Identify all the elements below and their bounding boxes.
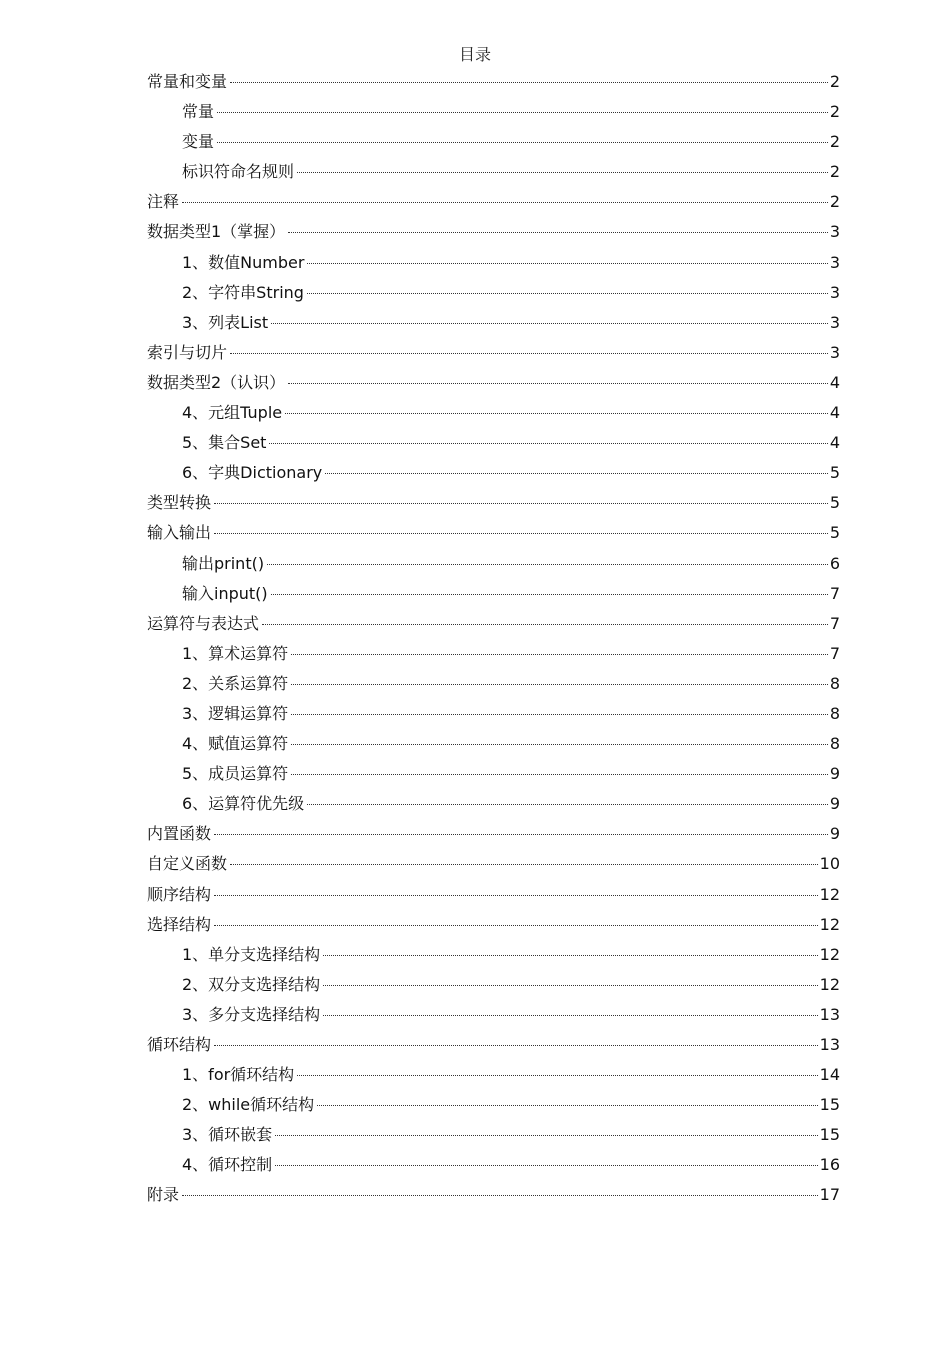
toc-subentry[interactable] (147, 458, 840, 488)
toc-page-number: 5 (829, 523, 840, 543)
toc-subentry[interactable] (147, 789, 840, 819)
toc-page-number: 3 (829, 252, 840, 272)
toc-entry-label: 顺序结构 (147, 884, 212, 904)
toc-entry[interactable] (147, 1180, 840, 1210)
dot-leader (182, 202, 828, 203)
toc-entry[interactable] (147, 518, 840, 548)
toc-subentry[interactable] (147, 428, 840, 458)
dot-leader (214, 533, 828, 534)
dot-leader (323, 955, 817, 956)
toc-entry-label: 5、成员运算符 (182, 764, 289, 784)
toc-subentry[interactable] (147, 759, 840, 789)
toc-entry-label: 4、元组Tuple (182, 403, 283, 423)
toc-subentry[interactable] (147, 729, 840, 759)
toc-page-number: 14 (819, 1065, 840, 1085)
dot-leader (288, 383, 828, 384)
toc-entry-label: 2、字符串String (182, 282, 304, 302)
dot-leader (214, 503, 828, 504)
toc-page-number: 3 (829, 282, 840, 302)
toc-subentry[interactable] (147, 699, 840, 729)
dot-leader (182, 1195, 818, 1196)
dot-leader (307, 804, 828, 805)
toc-entry-label: 标识符命名规则 (182, 162, 295, 182)
toc-entry-label: 2、while循环结构 (182, 1095, 315, 1115)
toc-page-number: 17 (819, 1185, 840, 1205)
toc-page-number: 8 (829, 703, 840, 723)
toc-page-number: 3 (829, 222, 840, 242)
dot-leader (307, 263, 827, 264)
toc-subentry[interactable] (147, 1000, 840, 1030)
toc-entry-label: 常量和变量 (147, 72, 228, 91)
toc-entry-label: 输入输出 (147, 523, 212, 543)
toc-entry[interactable] (147, 910, 840, 940)
toc-entry-label: 索引与切片 (147, 342, 228, 362)
toc-entry-label: 数据类型1（掌握） (147, 222, 286, 242)
toc-page-number: 6 (829, 553, 840, 573)
toc-entry-label: 1、单分支选择结构 (182, 944, 321, 964)
toc-entry-label: 2、双分支选择结构 (182, 974, 321, 994)
toc-entry[interactable] (147, 1030, 840, 1060)
toc-subentry[interactable] (147, 1090, 840, 1120)
toc-entry-label: 变量 (182, 132, 215, 152)
dot-leader (291, 774, 828, 775)
toc-entry[interactable] (147, 849, 840, 879)
toc-entry-label: 4、赋值运算符 (182, 734, 289, 754)
dot-leader (214, 834, 828, 835)
toc-subentry[interactable] (147, 579, 840, 609)
toc-entry-label: 类型转换 (147, 493, 212, 513)
toc-entry-label: 4、循环控制 (182, 1155, 273, 1175)
dot-leader (230, 353, 828, 354)
toc-entry-label: 自定义函数 (147, 854, 228, 874)
toc-entry-label: 3、多分支选择结构 (182, 1004, 321, 1024)
toc-subentry[interactable] (147, 127, 840, 157)
toc-entry[interactable] (147, 338, 840, 368)
toc-subentry[interactable] (147, 1120, 840, 1150)
toc-page-number: 9 (829, 824, 840, 844)
toc-page-number: 3 (829, 312, 840, 332)
toc-page-number: 15 (819, 1125, 840, 1145)
toc-page-number: 4 (829, 433, 840, 453)
toc-page-number: 2 (829, 162, 840, 182)
dot-leader (307, 293, 828, 294)
toc-entry[interactable] (147, 187, 840, 217)
dot-leader (291, 744, 828, 745)
toc-subentry[interactable] (147, 248, 840, 278)
toc-entry-label: 3、列表List (182, 312, 269, 332)
dot-leader (288, 232, 828, 233)
dot-leader (291, 684, 828, 685)
toc-page-number: 4 (829, 403, 840, 423)
toc-entry[interactable] (147, 609, 840, 639)
dot-leader (267, 564, 828, 565)
toc-entry[interactable] (147, 217, 840, 247)
toc-entry[interactable] (147, 368, 840, 398)
dot-leader (271, 323, 828, 324)
toc-entry-label: 6、运算符优先级 (182, 794, 305, 814)
dot-leader (271, 594, 828, 595)
toc-subentry[interactable] (147, 157, 840, 187)
toc-page-number: 2 (829, 132, 840, 152)
toc-entry-label: 数据类型2（认识） (147, 372, 286, 392)
toc-entry[interactable] (147, 880, 840, 910)
dot-leader (297, 172, 828, 173)
toc-subentry[interactable] (147, 669, 840, 699)
toc-page-number: 12 (819, 914, 840, 934)
toc-entry-label: 3、逻辑运算符 (182, 703, 289, 723)
dot-leader (285, 413, 828, 414)
dot-leader (214, 925, 818, 926)
dot-leader (297, 1075, 817, 1076)
toc-page-number: 5 (829, 493, 840, 513)
dot-leader (262, 624, 828, 625)
toc-entry-label: 内置函数 (147, 824, 212, 844)
toc-entry-label: 5、集合Set (182, 433, 267, 453)
toc-title: 目录 (458, 45, 491, 64)
toc-entry-label: 注释 (147, 192, 180, 212)
toc-entry[interactable] (147, 67, 840, 97)
toc-page-number: 3 (829, 342, 840, 362)
toc-page-number: 7 (829, 613, 840, 633)
toc-entry-label: 附录 (147, 1185, 180, 1205)
toc-page-number: 9 (829, 794, 840, 814)
toc-subentry[interactable] (147, 970, 840, 1000)
toc-subentry[interactable] (147, 97, 840, 127)
toc-entry-label: 1、算术运算符 (182, 643, 289, 663)
dot-leader (325, 473, 828, 474)
toc-entry-label: 循环结构 (147, 1035, 212, 1054)
toc-page-number: 12 (819, 944, 840, 964)
toc-entry-label: 2、关系运算符 (182, 673, 289, 693)
toc-page-number: 5 (829, 463, 840, 483)
toc-entry-label: 3、循环嵌套 (182, 1125, 273, 1145)
dot-leader (317, 1105, 817, 1106)
dot-leader (291, 654, 828, 655)
dot-leader (275, 1135, 817, 1136)
toc-subentry[interactable] (147, 549, 840, 579)
toc-entry[interactable] (147, 819, 840, 849)
toc-subentry[interactable] (147, 398, 840, 428)
toc-page-number: 16 (819, 1155, 840, 1175)
toc-subentry[interactable] (147, 639, 840, 669)
toc-subentry[interactable] (147, 1150, 840, 1180)
toc-page-number: 7 (829, 583, 840, 603)
dot-leader (230, 864, 818, 865)
toc-page-number: 4 (829, 372, 840, 392)
toc-page-number: 2 (829, 72, 840, 91)
toc-entry-label: 常量 (182, 102, 215, 122)
toc-subentry[interactable] (147, 1060, 840, 1090)
toc-subentry[interactable] (147, 278, 840, 308)
dot-leader (323, 1015, 817, 1016)
toc-entry-label: 1、数值Number (182, 252, 305, 272)
dot-leader (217, 112, 828, 113)
dot-leader (275, 1165, 817, 1166)
toc-page-number: 8 (829, 673, 840, 693)
toc-subentry[interactable] (147, 308, 840, 338)
toc-entry[interactable] (147, 488, 840, 518)
toc-page-number: 13 (819, 1035, 840, 1054)
toc-subentry[interactable] (147, 940, 840, 970)
toc-page-number: 12 (819, 974, 840, 994)
dot-leader (217, 142, 828, 143)
dot-leader (214, 1045, 818, 1046)
toc-page-number: 2 (829, 102, 840, 122)
dot-leader (323, 985, 817, 986)
dot-leader (230, 82, 828, 83)
toc-page-number: 7 (829, 643, 840, 663)
toc-page-number: 8 (829, 734, 840, 754)
toc-page-number: 12 (819, 884, 840, 904)
toc-page-number: 13 (819, 1004, 840, 1024)
toc-entry-label: 选择结构 (147, 914, 212, 934)
toc-page-number: 2 (829, 192, 840, 212)
dot-leader (269, 443, 827, 444)
toc-entry-label: 6、字典Dictionary (182, 463, 323, 483)
toc-entry-label: 运算符与表达式 (147, 613, 260, 633)
toc-entry-label: 输入input() (182, 583, 268, 603)
toc-page-number: 9 (829, 764, 840, 784)
toc-page-number: 10 (819, 854, 840, 874)
dot-leader (214, 895, 818, 896)
toc-entry-label: 输出print() (182, 553, 265, 573)
toc-list (147, 67, 840, 1211)
toc-entry-label: 1、for循环结构 (182, 1065, 295, 1085)
toc-page-number: 15 (819, 1095, 840, 1115)
dot-leader (291, 714, 828, 715)
